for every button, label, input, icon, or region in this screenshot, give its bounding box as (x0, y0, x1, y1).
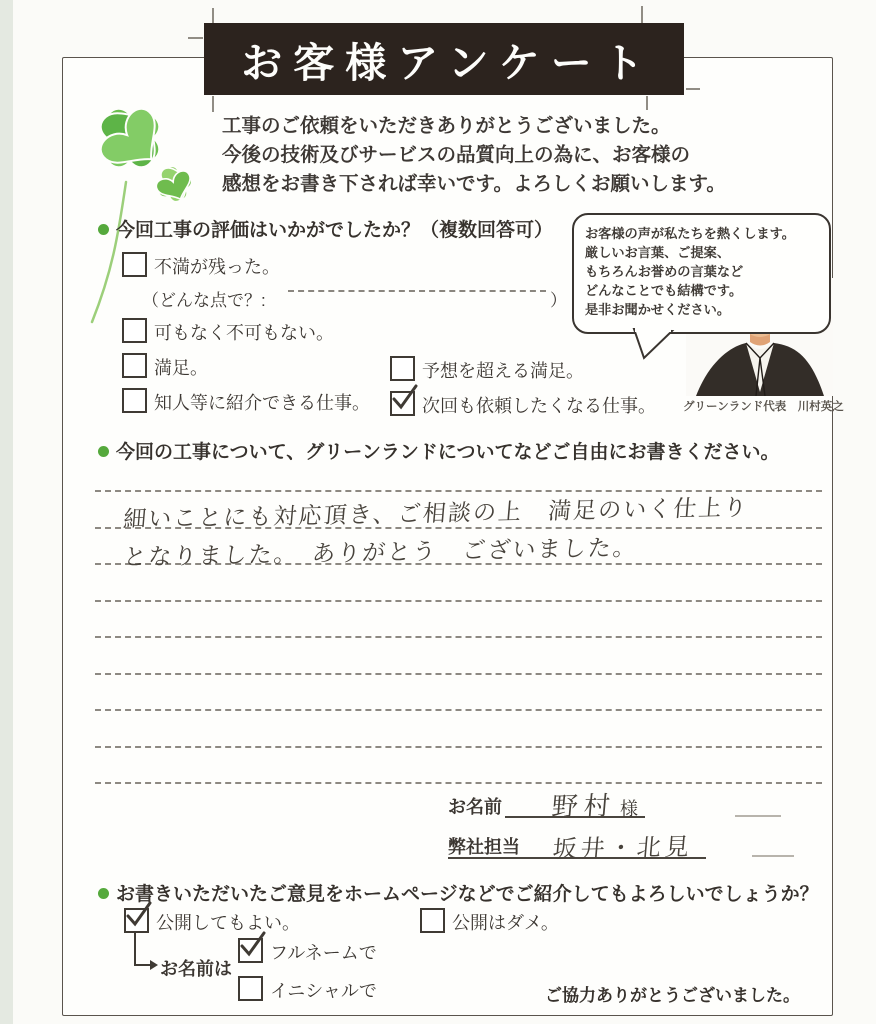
option-label: 可もなく不可もない。 (154, 323, 334, 343)
detail-prompt-close: ） (550, 291, 567, 310)
survey-title-banner (205, 24, 683, 94)
checkbox-publish-no[interactable] (420, 908, 445, 933)
bubble-line: もちろんお誉めの言葉など (585, 264, 744, 279)
intro-line: 今後の技術及びサービスの品質向上の為に、お客様の (222, 144, 691, 166)
option-label: 不満が残った。 (154, 257, 280, 277)
checkbox-neutral[interactable] (122, 318, 147, 343)
write-line[interactable] (95, 709, 822, 711)
intro-line: 工事のご依頼をいただきありがとうございました。 (222, 115, 671, 137)
option-label: 公開してもよい。 (156, 913, 300, 933)
checkbox-full-name[interactable] (238, 938, 263, 963)
checkbox-dissatisfied[interactable] (122, 252, 147, 277)
option-label: 満足。 (154, 358, 208, 378)
sketch-tick (212, 8, 214, 23)
sketch-tick (212, 96, 214, 112)
thanks-message: ご協力ありがとうございました。 (545, 986, 800, 1005)
q3-heading: お書きいただいたご意見をホームページなどでご紹介してもよろしいでしょうか？ (116, 884, 819, 905)
handwritten-staff-names: 坂井・北見 (551, 833, 695, 864)
intro-line: 感想をお書き下されば幸いです。よろしくお願いします。 (222, 173, 726, 195)
sketch-tick (686, 88, 700, 90)
scan-mark (735, 815, 781, 817)
check-icon (389, 382, 419, 412)
name-label: お名前 (448, 797, 502, 817)
q2-heading: 今回の工事について、グリーンランドについてなどご自由にお書きください。 (116, 442, 780, 463)
write-line[interactable] (95, 636, 822, 638)
handwritten-customer-name: 野村 (550, 790, 618, 822)
bubble-line: どんなことでも結構です。 (585, 283, 743, 298)
bubble-line: 是非お聞かせください。 (585, 302, 731, 317)
write-line[interactable] (95, 782, 822, 784)
sketch-tick (646, 96, 648, 110)
representative-caption: グリーンランド代表 川村英之 (683, 401, 844, 413)
write-line[interactable] (95, 746, 822, 748)
sketch-tick (188, 37, 203, 39)
checkbox-repeat-order[interactable] (390, 391, 415, 416)
check-icon (123, 899, 153, 929)
option-label: 次回も依頼したくなる仕事。 (422, 396, 656, 416)
green-bullet-icon (98, 446, 109, 457)
option-label: 公開はダメ。 (452, 913, 559, 933)
checkbox-initial[interactable] (238, 976, 263, 1001)
handwritten-comment-line1: 細いことにも対応頂き、ご相談の上 満足のいく仕上り (122, 494, 750, 532)
check-icon (237, 929, 267, 959)
speech-bubble-tail (628, 328, 680, 362)
page-title: お客様アンケート (241, 39, 655, 86)
sketch-tick (641, 6, 643, 23)
option-label: フルネームで (270, 943, 377, 963)
detail-write-line[interactable] (288, 290, 546, 292)
green-bullet-icon (98, 224, 109, 235)
bubble-line: お客様の声が私たちを熱くします。 (585, 226, 795, 241)
arrow-head-icon (150, 960, 158, 970)
scanner-edge (0, 0, 13, 1024)
checkbox-beyond-expectation[interactable] (390, 356, 415, 381)
option-label: 予想を超える満足。 (422, 361, 584, 381)
checkbox-publish-ok[interactable] (124, 908, 149, 933)
arrow-connector (134, 964, 150, 966)
green-bullet-icon (98, 888, 109, 899)
checkbox-satisfied[interactable] (122, 353, 147, 378)
bubble-line: 厳しいお言葉、ご提案、 (585, 245, 731, 260)
intro-paragraph (222, 112, 782, 199)
handwritten-comment-line2: となりました。 ありがとう ございました。 (122, 534, 639, 570)
honorific-label: 様 (620, 799, 638, 819)
detail-prompt: （どんな点で？: (142, 291, 266, 310)
representative-speech-bubble (572, 213, 831, 334)
option-label: 知人等に紹介できる仕事。 (154, 393, 370, 413)
write-line[interactable] (95, 673, 822, 675)
scan-mark (752, 855, 794, 857)
write-line[interactable] (95, 600, 822, 602)
option-label: イニシャルで (270, 981, 377, 1001)
name-condition-label: お名前は (160, 959, 232, 979)
q1-heading: 今回工事の評価はいかがでしたか？（複数回答可） (116, 220, 554, 241)
staff-label: 弊社担当 (448, 837, 520, 857)
arrow-connector (134, 932, 136, 966)
checkbox-recommendable[interactable] (122, 388, 147, 413)
